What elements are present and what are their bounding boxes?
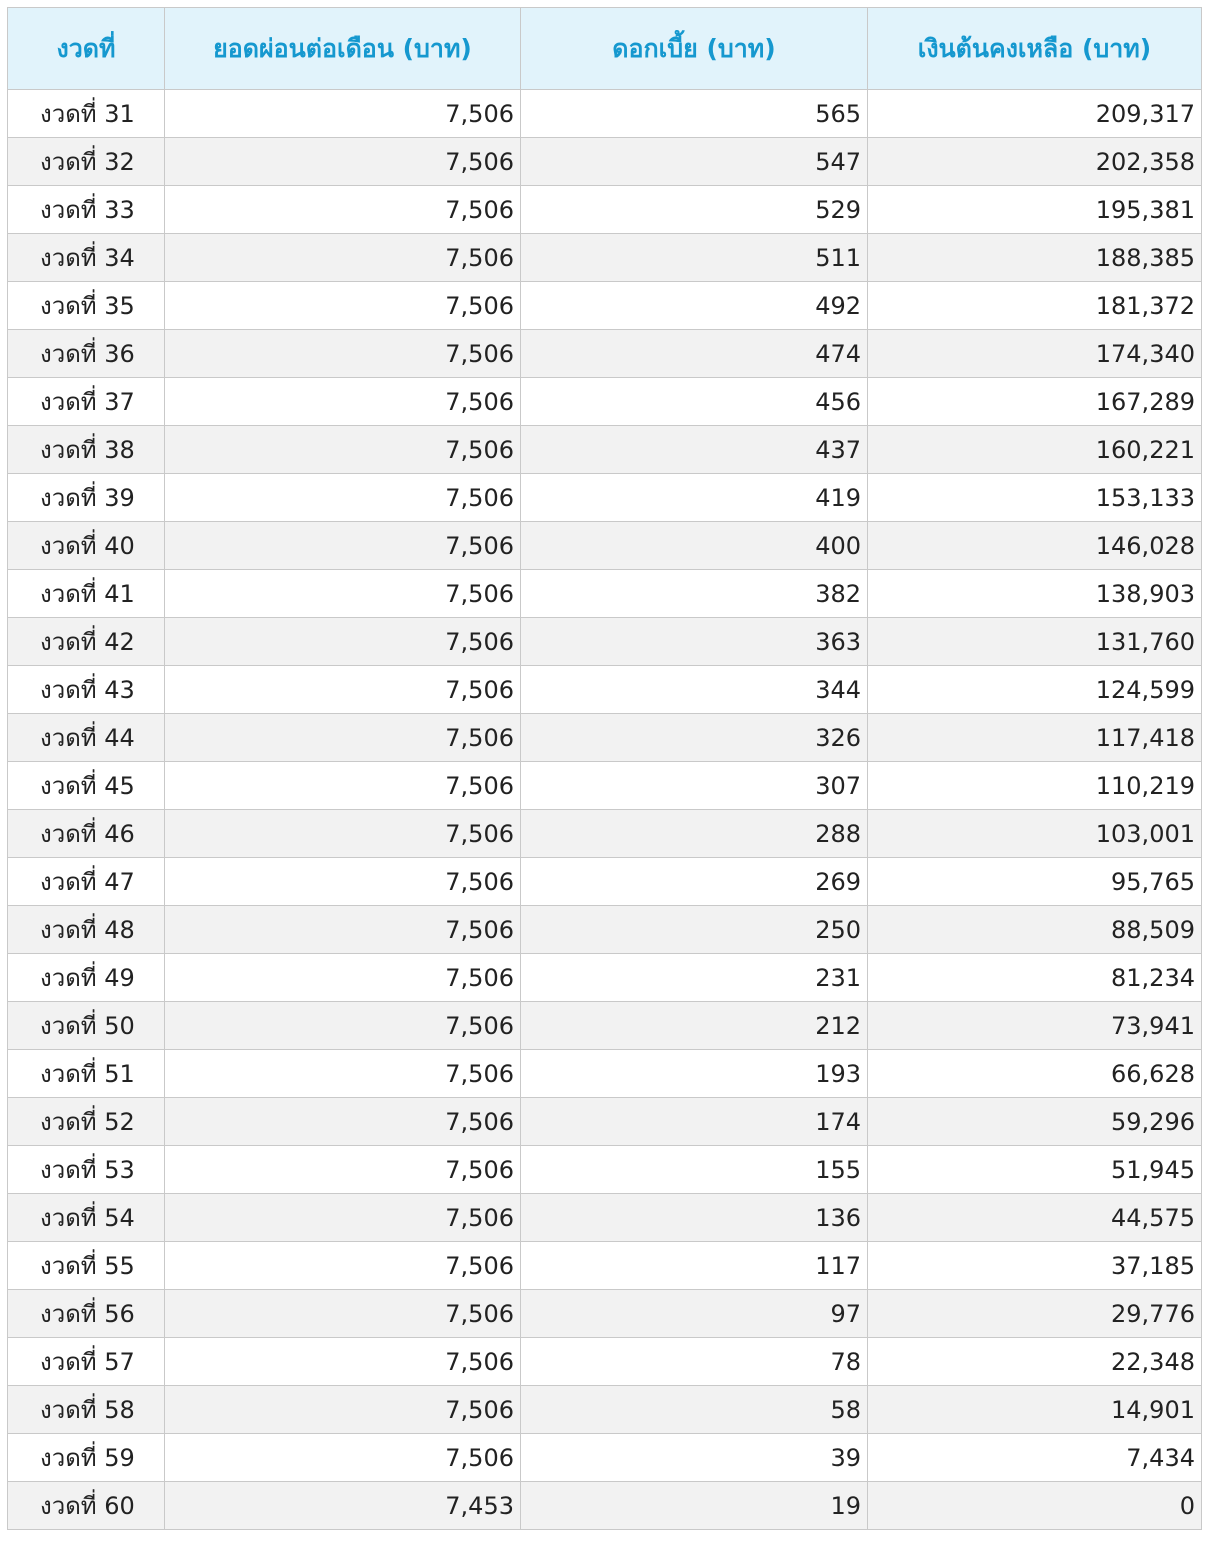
cell-interest: 155: [521, 1146, 868, 1194]
cell-remaining-principal: 117,418: [868, 714, 1202, 762]
cell-monthly-payment: 7,453: [165, 1482, 521, 1530]
table-body: [8, 90, 1202, 1530]
cell-interest: 231: [521, 954, 868, 1002]
table-header-row: [8, 8, 1202, 90]
cell-installment: งวดที่ 51: [8, 1050, 165, 1098]
cell-remaining-principal: 95,765: [868, 858, 1202, 906]
cell-installment: งวดที่ 44: [8, 714, 165, 762]
header-interest: ดอกเบี้ย (บาท): [521, 8, 868, 90]
cell-installment: งวดที่ 37: [8, 378, 165, 426]
table-row: [8, 1098, 1202, 1146]
cell-remaining-principal: 22,348: [868, 1338, 1202, 1386]
table-row: [8, 618, 1202, 666]
cell-monthly-payment: 7,506: [165, 234, 521, 282]
cell-remaining-principal: 138,903: [868, 570, 1202, 618]
cell-installment: งวดที่ 52: [8, 1098, 165, 1146]
table-row: [8, 1146, 1202, 1194]
cell-remaining-principal: 51,945: [868, 1146, 1202, 1194]
cell-monthly-payment: 7,506: [165, 1386, 521, 1434]
cell-installment: งวดที่ 57: [8, 1338, 165, 1386]
cell-installment: งวดที่ 60: [8, 1482, 165, 1530]
cell-installment: งวดที่ 54: [8, 1194, 165, 1242]
cell-installment: งวดที่ 45: [8, 762, 165, 810]
cell-remaining-principal: 181,372: [868, 282, 1202, 330]
table-row: [8, 90, 1202, 138]
table-row: [8, 1386, 1202, 1434]
cell-installment: งวดที่ 46: [8, 810, 165, 858]
cell-monthly-payment: 7,506: [165, 1146, 521, 1194]
table-row: [8, 810, 1202, 858]
cell-interest: 382: [521, 570, 868, 618]
cell-interest: 136: [521, 1194, 868, 1242]
amortization-table: [7, 7, 1202, 1530]
cell-installment: งวดที่ 32: [8, 138, 165, 186]
cell-monthly-payment: 7,506: [165, 1242, 521, 1290]
cell-interest: 212: [521, 1002, 868, 1050]
cell-interest: 344: [521, 666, 868, 714]
table-row: [8, 906, 1202, 954]
cell-remaining-principal: 37,185: [868, 1242, 1202, 1290]
cell-monthly-payment: 7,506: [165, 954, 521, 1002]
cell-remaining-principal: 7,434: [868, 1434, 1202, 1482]
cell-installment: งวดที่ 43: [8, 666, 165, 714]
cell-interest: 307: [521, 762, 868, 810]
cell-monthly-payment: 7,506: [165, 186, 521, 234]
table-row: [8, 954, 1202, 1002]
cell-installment: งวดที่ 36: [8, 330, 165, 378]
cell-interest: 19: [521, 1482, 868, 1530]
cell-monthly-payment: 7,506: [165, 426, 521, 474]
cell-monthly-payment: 7,506: [165, 90, 521, 138]
cell-monthly-payment: 7,506: [165, 666, 521, 714]
header-monthly-payment: ยอดผ่อนต่อเดือน (บาท): [165, 8, 521, 90]
cell-interest: 117: [521, 1242, 868, 1290]
table-row: [8, 762, 1202, 810]
table-row: [8, 186, 1202, 234]
table-row: [8, 522, 1202, 570]
cell-remaining-principal: 209,317: [868, 90, 1202, 138]
cell-interest: 174: [521, 1098, 868, 1146]
table-row: [8, 570, 1202, 618]
table-row: [8, 1194, 1202, 1242]
cell-remaining-principal: 66,628: [868, 1050, 1202, 1098]
table-row: [8, 330, 1202, 378]
amortization-table-container: [7, 7, 1201, 1530]
cell-remaining-principal: 195,381: [868, 186, 1202, 234]
cell-remaining-principal: 59,296: [868, 1098, 1202, 1146]
cell-installment: งวดที่ 40: [8, 522, 165, 570]
table-row: [8, 426, 1202, 474]
cell-monthly-payment: 7,506: [165, 570, 521, 618]
table-row: [8, 1290, 1202, 1338]
cell-monthly-payment: 7,506: [165, 378, 521, 426]
cell-interest: 547: [521, 138, 868, 186]
cell-installment: งวดที่ 48: [8, 906, 165, 954]
cell-remaining-principal: 153,133: [868, 474, 1202, 522]
cell-remaining-principal: 88,509: [868, 906, 1202, 954]
cell-installment: งวดที่ 50: [8, 1002, 165, 1050]
cell-monthly-payment: 7,506: [165, 618, 521, 666]
cell-interest: 269: [521, 858, 868, 906]
cell-monthly-payment: 7,506: [165, 1338, 521, 1386]
cell-remaining-principal: 110,219: [868, 762, 1202, 810]
cell-remaining-principal: 202,358: [868, 138, 1202, 186]
cell-remaining-principal: 146,028: [868, 522, 1202, 570]
cell-monthly-payment: 7,506: [165, 1098, 521, 1146]
cell-monthly-payment: 7,506: [165, 1290, 521, 1338]
table-row: [8, 1338, 1202, 1386]
cell-interest: 529: [521, 186, 868, 234]
table-row: [8, 1002, 1202, 1050]
cell-remaining-principal: 81,234: [868, 954, 1202, 1002]
table-row: [8, 858, 1202, 906]
cell-remaining-principal: 174,340: [868, 330, 1202, 378]
cell-interest: 511: [521, 234, 868, 282]
cell-remaining-principal: 73,941: [868, 1002, 1202, 1050]
cell-installment: งวดที่ 47: [8, 858, 165, 906]
cell-remaining-principal: 124,599: [868, 666, 1202, 714]
cell-interest: 326: [521, 714, 868, 762]
cell-interest: 437: [521, 426, 868, 474]
table-row: [8, 714, 1202, 762]
cell-interest: 78: [521, 1338, 868, 1386]
cell-monthly-payment: 7,506: [165, 858, 521, 906]
cell-installment: งวดที่ 35: [8, 282, 165, 330]
cell-installment: งวดที่ 31: [8, 90, 165, 138]
table-row: [8, 474, 1202, 522]
cell-interest: 492: [521, 282, 868, 330]
cell-interest: 58: [521, 1386, 868, 1434]
cell-monthly-payment: 7,506: [165, 714, 521, 762]
cell-remaining-principal: 160,221: [868, 426, 1202, 474]
cell-interest: 39: [521, 1434, 868, 1482]
cell-monthly-payment: 7,506: [165, 330, 521, 378]
cell-monthly-payment: 7,506: [165, 138, 521, 186]
cell-installment: งวดที่ 53: [8, 1146, 165, 1194]
cell-monthly-payment: 7,506: [165, 522, 521, 570]
cell-interest: 250: [521, 906, 868, 954]
table-row: [8, 234, 1202, 282]
cell-monthly-payment: 7,506: [165, 1434, 521, 1482]
table-row: [8, 666, 1202, 714]
cell-installment: งวดที่ 55: [8, 1242, 165, 1290]
cell-installment: งวดที่ 59: [8, 1434, 165, 1482]
cell-interest: 400: [521, 522, 868, 570]
cell-installment: งวดที่ 49: [8, 954, 165, 1002]
cell-monthly-payment: 7,506: [165, 762, 521, 810]
cell-monthly-payment: 7,506: [165, 1194, 521, 1242]
cell-remaining-principal: 14,901: [868, 1386, 1202, 1434]
cell-interest: 363: [521, 618, 868, 666]
cell-interest: 419: [521, 474, 868, 522]
cell-interest: 474: [521, 330, 868, 378]
cell-installment: งวดที่ 58: [8, 1386, 165, 1434]
cell-monthly-payment: 7,506: [165, 810, 521, 858]
cell-installment: งวดที่ 33: [8, 186, 165, 234]
cell-installment: งวดที่ 42: [8, 618, 165, 666]
cell-interest: 97: [521, 1290, 868, 1338]
cell-installment: งวดที่ 38: [8, 426, 165, 474]
cell-monthly-payment: 7,506: [165, 906, 521, 954]
cell-monthly-payment: 7,506: [165, 474, 521, 522]
cell-installment: งวดที่ 34: [8, 234, 165, 282]
table-row: [8, 1434, 1202, 1482]
cell-installment: งวดที่ 39: [8, 474, 165, 522]
table-row: [8, 378, 1202, 426]
table-row: [8, 282, 1202, 330]
cell-installment: งวดที่ 41: [8, 570, 165, 618]
cell-installment: งวดที่ 56: [8, 1290, 165, 1338]
cell-interest: 193: [521, 1050, 868, 1098]
cell-remaining-principal: 29,776: [868, 1290, 1202, 1338]
table-row: [8, 138, 1202, 186]
cell-monthly-payment: 7,506: [165, 1050, 521, 1098]
cell-remaining-principal: 167,289: [868, 378, 1202, 426]
cell-monthly-payment: 7,506: [165, 1002, 521, 1050]
table-row: [8, 1242, 1202, 1290]
cell-remaining-principal: 0: [868, 1482, 1202, 1530]
cell-interest: 565: [521, 90, 868, 138]
cell-remaining-principal: 188,385: [868, 234, 1202, 282]
cell-monthly-payment: 7,506: [165, 282, 521, 330]
cell-interest: 288: [521, 810, 868, 858]
table-row: [8, 1482, 1202, 1530]
header-installment: งวดที่: [8, 8, 165, 90]
table-row: [8, 1050, 1202, 1098]
cell-remaining-principal: 103,001: [868, 810, 1202, 858]
header-remaining-principal: เงินต้นคงเหลือ (บาท): [868, 8, 1202, 90]
cell-remaining-principal: 44,575: [868, 1194, 1202, 1242]
cell-remaining-principal: 131,760: [868, 618, 1202, 666]
cell-interest: 456: [521, 378, 868, 426]
